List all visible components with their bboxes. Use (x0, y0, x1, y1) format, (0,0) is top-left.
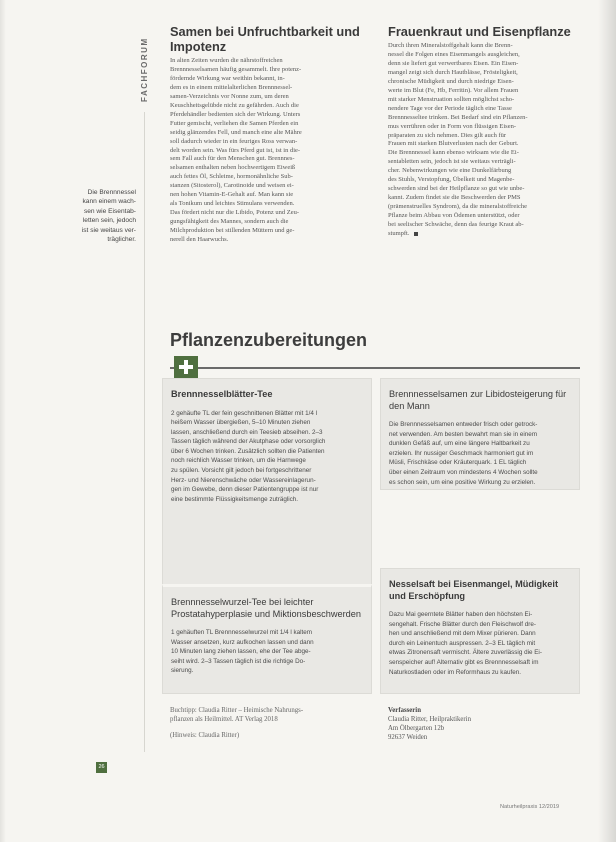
article-body (388, 42, 580, 239)
end-mark-icon (414, 232, 418, 236)
page-edge-shadow (598, 0, 616, 842)
source-note (170, 706, 370, 747)
page-edge-shadow-left (0, 0, 6, 842)
article-frauenkraut (388, 24, 580, 239)
recipe-title: Brennnesselwurzel-Tee bei leichter Prostatahyperplasie und Miktionsbeschwerden (171, 597, 361, 619)
section-divider (170, 367, 580, 369)
footer-publication: Naturheilpraxis 12/2019 (500, 804, 560, 810)
recipe-text: 1 gehäuften TL Brennnesselwurzel mit 1/4 l kaltem Wasser ansetzen, kurz aufkochen lassen und dann 10 Minuten lang ziehen lassen, ehe der Tee abge- seiht wird. 2–3 Tassen täglich ist die richtige Do- sierung. (171, 629, 314, 675)
author-name: Claudia Ritter, Heilpraktikerin (388, 716, 471, 723)
recipe-box (162, 378, 372, 590)
recipe-title: Brennnesselsamen zur Libidosteigerung für den Mann (389, 389, 567, 411)
author-block (388, 706, 578, 742)
recipe-title: Brennnesselblätter-Tee (171, 389, 273, 399)
article-title: Samen bei Unfruchtbarkeit und Impotenz (170, 24, 360, 54)
recipe-text: Dazu Mai geerntete Blätter haben den höchsten Ei- sengehalt. Frische Blätter durch den Fleischwolf dre- hen und anschließend mit dem Mixer pürieren. Dann durch ein Leinentuch auspressen. 2–3 EL täglich mit etwas Zitronensaft vermischt. Ältere zuverlässig die Ei- senspeicher auf! Alternativ gibt es Brennnesselsaft im Naturkostladen oder im Reformhaus zu kaufen. (389, 611, 542, 676)
recipe-box (380, 568, 580, 694)
recipe-title: Nesselsaft bei Eisenmangel, Müdigkeit und Erschöpfung (389, 579, 558, 601)
recipe-box (380, 378, 580, 490)
source-hint: (Hinweis: Claudia Ritter) (170, 732, 240, 739)
pull-quote-text: Die Brennnessel kann einem wach- sen wie Eisentab- letten sein, jedoch ist sie weitaus ver- träglicher. (81, 189, 136, 244)
article-title: Frauenkraut und Eisenpflanze (388, 24, 571, 39)
section-title: Pflanzenzubereitungen (170, 330, 368, 350)
section-label: FACHFORUM (140, 37, 149, 102)
recipe-text: 2 gehäufte TL der fein geschnittenen Blätter mit 1/4 l heißem Wasser übergießen, 5–10 Minuten ziehen lassen, anschließend durch ein Teesieb abseihen. 2–3 Tassen täglich während der Akutphase oder vorsorglich über 6 Wochen trinken. Zusätzlich sollten die Patienten noch reichlich Wasser trinken, um die Harnwege zu spülen. Vorsicht gilt jedoch bei fortgeschrittener Herz- und Nierenschwäche oder Wassereinlagerun- gen im Gewebe, denn dieser Patientengruppe ist nur eine bestimmte Flüssigkeitsmenge zuträglich. (171, 409, 326, 503)
article-body-text: Durch ihren Mineralstoffgehalt kann die Brenn- nessel die Folgen eines Eisenmangels ausgleichen, denn sie liefert gut verwertbares Eisen. Ein Eisen- mangel zeigt sich durch Hautblässe, Frösteligkeit, chronische Müdigkeit und durch niedrige Eisen- werte im Blut (Fe, Hb, Ferritin). Vor allem Frauen mit starker Menstruation sollten möglichst scho- nendere Tage vor der Periode täglich eine Tasse Brennnesseltee trinken. Bei Bedarf sind ein Pflanzen- mus verrühren oder in Form von flüssigen Eisen- präparaten zu sich nehmen. Dies gilt auch für Frauen mit starken Blutverlusten nach der Geburt. Die Brennnessel kann ebenso wirksam wie die Ei- sentabletten sein, jedoch ist sie weitaus verträgli- cher. Nebenwirkungen wie eine Dunkelfärbung des Stuhls, Verstopfung, Übelkeit und Magenbe- schwerden sind bei der Heilpflanze so gut wie unbe- kannt. Zudem findet sie die Beschwerden der PMS (prämenstruelles Syndrom), da die mineralstoffreiche Pflanze beim Abbau von Ödemen unterstützt, oder bei seelischer Schwäche, denn das feurige Kraut ab- stumpft. (388, 42, 528, 238)
book-tip: Buchtipp: Claudia Ritter – Heimische Nahrungs- pflanzen als Heilmittel. AT Verlag 2018 (170, 707, 304, 723)
pull-quote (60, 188, 136, 244)
side-divider (144, 112, 145, 752)
page-number: 26 (96, 762, 107, 773)
article-samen (170, 24, 370, 245)
plus-cross-icon (174, 356, 198, 378)
author-label: Verfasserin (388, 707, 421, 714)
article-body: In alten Zeiten wurden die nährstoffreichen Brennnesselsamen häufig gesammelt. Ihre potenz- fördernde Wirkung war weithin bekannt, in- dem es in einem mittelalterlichen Brennnessel- samen-Verzeichnis vor Nonne zum, um deren Keuschheitsgelübde nicht zu gefährden. Auch die Pferdehändler bedienten sich der Wirkung. Unters Futter gemischt, verliehen die Samen Pferden ein seidig glänzendes Fell, und manch eine alte Mähre soll dadurch wieder in ein feuriges Ross verwan- delt worden sein. Was fürs Pferd gut ist, ist in die- sem Fall auch für den Menschen gut. Brennnes- selsamen enthalten neben hochwertigem Eiweiß auch fettes Öl, Schleime, hormonähnliche Sub- stanzen (Sitosterol), Carotinoide und weisen ei- nen hohen Vitamin-E-Gehalt auf. Man kann sie als Tonikum und leichtes Stimulans verwenden. Das fördert nicht nur die Libido, Potenz und Zeu- gungsfähigkeit des Mannes, sondern auch die Milchproduktion bei stillenden Müttern und ge- nerell den Haarwuchs. (170, 57, 302, 244)
recipe-box (162, 584, 372, 694)
recipe-text: Die Brennnesselsamen entweder frisch oder getrock- net verwenden. Am besten bewahrt man sie in einem dunklen Gefäß auf, um eine längere Haltbarkeit zu erzielen. Ihr nussiger Geschmack harmoniert gut im Müsli, Frischkäse oder Kräuterquark. 1 EL täglich über einen Zeitraum von mindestens 4 Wochen sollte es schon sein, um eine positive Wirkung zu erzielen. (389, 421, 538, 486)
author-city: 92637 Weiden (388, 734, 428, 741)
author-street: Am Ölbergarten 12b (388, 725, 445, 732)
